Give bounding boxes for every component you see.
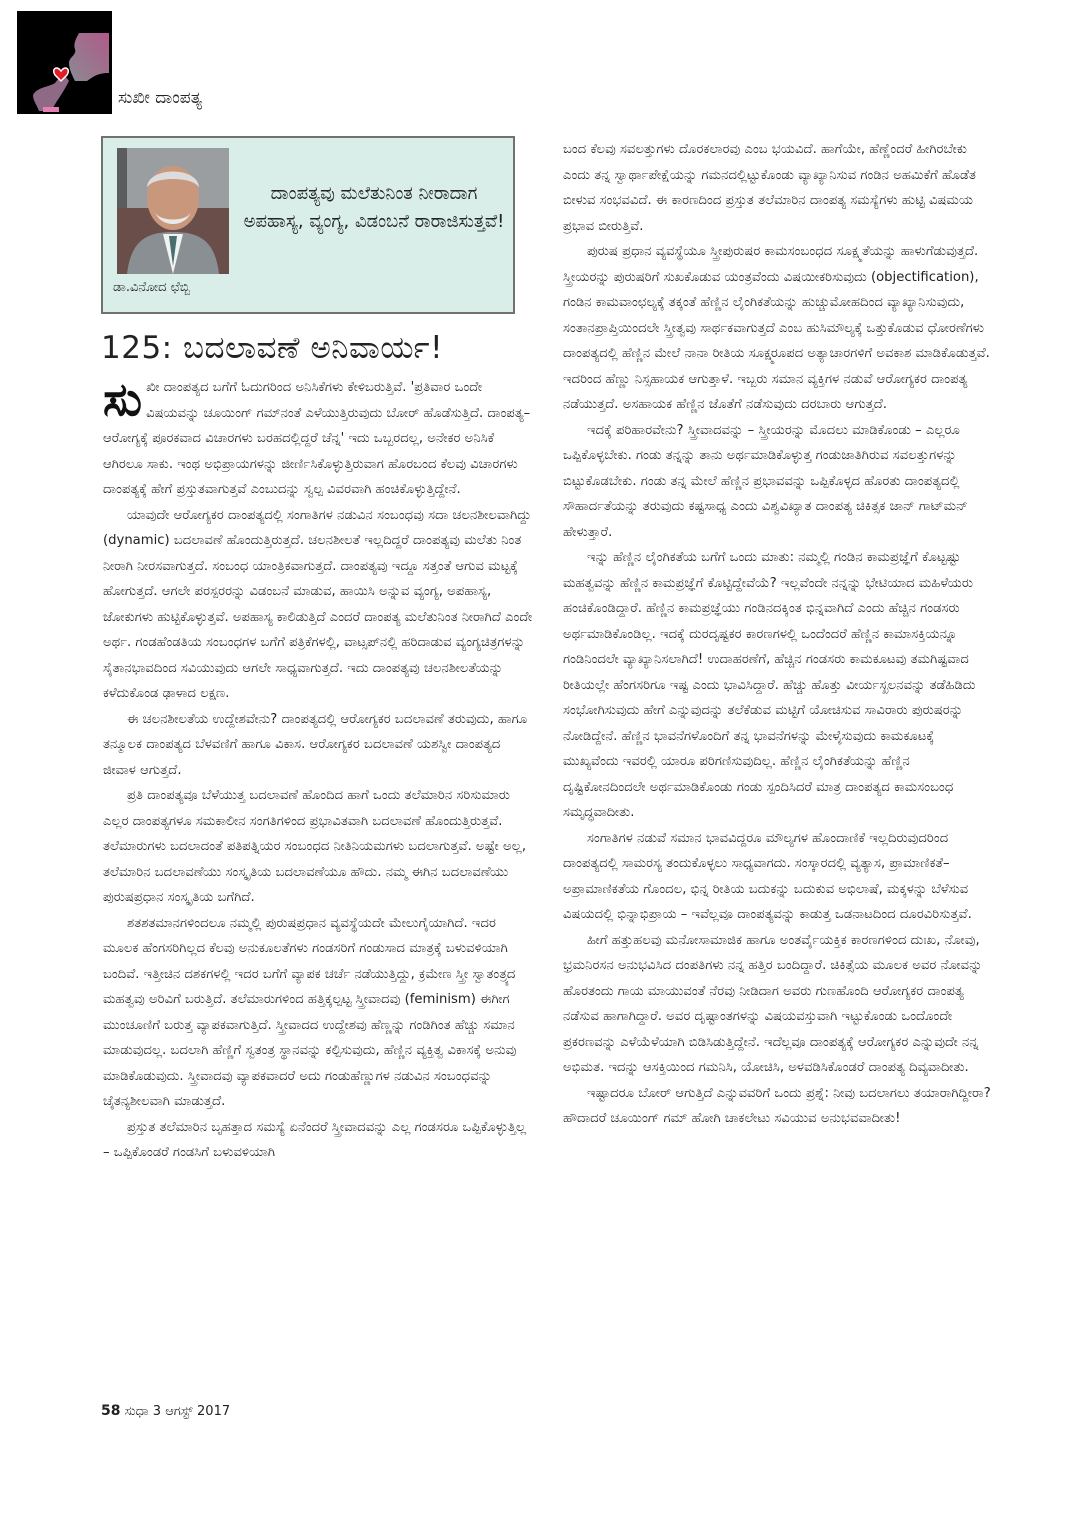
pull-quote-box <box>101 136 515 314</box>
issue-year: 2017 <box>197 1404 231 1419</box>
drop-cap: ಸು <box>103 372 143 426</box>
article-column-right <box>563 137 993 1132</box>
paragraph: ಪ್ರತಿ ದಾಂಪತ್ಯವೂ ಬೆಳೆಯುತ್ತ ಬದಲಾವಣೆ ಹೊಂದಿದ ಹಾಗೆ ಒಂದು ತಲೆಮಾರಿನ ಸರಿಸುಮಾರು ಎಲ್ಲರ ದಾಂಪತ್ಯಗಳೂ ಸಮಕಾಲೀನ ಸಂಗತಿಗಳಿಂದ ಪ್ರಭಾವಿತವಾಗಿ ಬದಲಾವಣೆ ಹೊಂದುತ್ತಿರುತ್ತವೆ. ತಲೆಮಾರುಗಳು ಬದಲಾದಂತೆ ಪತಿಪತ್ನಿಯರ ಸಂಬಂಧದ ನೀತಿನಿಯಮಗಳು ಬದಲಾಗುತ್ತವೆ. ಅಷ್ಟೇ ಅಲ್ಲ, ತಲೆಮಾರಿನ ಬದಲಾವಣೆಯು ಸಂಸ್ಕೃತಿಯ ಬದಲಾವಣೆಯೂ ಹೌದು. ನಮ್ಮ ಈಗಿನ ಬದಲಾವಣೆಯು ಪುರುಷಪ್ರಧಾನ ಸಂಸ್ಕೃತಿಯ ಬಗೆಗಿದೆ. <box>103 788 527 905</box>
paragraph: ಇಷ್ಟಾದರೂ ಬೋರ್ ಆಗುತ್ತಿದೆ ಎನ್ನುವವರಿಗೆ ಒಂದು ಪ್ರಶ್ನೆ: ನೀವು ಬದಲಾಗಲು ತಯಾರಾಗಿದ್ದೀರಾ? ಹೌದಾದರೆ ಚೂಯಿಂಗ್ ಗಮ್ ಹೋಗಿ ಚಾಕಲೇಟು ಸವಿಯುವ ಅನುಭವವಾದೀತು! <box>563 1085 991 1126</box>
paragraph: ಸಂಗಾತಿಗಳ ನಡುವೆ ಸಮಾನ ಭಾವವಿದ್ದರೂ ಮೌಲ್ಯಗಳ ಹೊಂದಾಣಿಕೆ ಇಲ್ಲದಿರುವುದರಿಂದ ದಾಂಪತ್ಯದಲ್ಲಿ ಸಾಮರಸ್ಯ ತಂದುಕೊಳ್ಳಲು ಸಾಧ್ಯವಾಗದು. ಸಂಸ್ಕಾರದಲ್ಲಿ ವ್ಯತ್ಯಾಸ, ಪ್ರಾಮಾಣಿಕತೆ–ಅಪ್ರಾಮಾಣಿಕತೆಯ ಗೊಂದಲ, ಭಿನ್ನ ರೀತಿಯ ಬದುಕನ್ನು ಬದುಕುವ ಅಭಿಲಾಷೆ, ಮಕ್ಕಳನ್ನು ಬೆಳೆಸುವ ವಿಷಯದಲ್ಲಿ ಭಿನ್ನಾಭಿಪ್ರಾಯ – ಇವೆಲ್ಲವೂ ದಾಂಪತ್ಯವನ್ನು ಕಾಡುತ್ತ ಒಡನಾಟದಿಂದ ದೂರವಿರಿಸುತ್ತವೆ. <box>563 830 972 922</box>
paragraph: ಈ ಚಲನಶೀಲತೆಯ ಉದ್ದೇಶವೇನು? ದಾಂಪತ್ಯದಲ್ಲಿ ಆರೋಗ್ಯಕರ ಬದಲಾವಣೆ ತರುವುದು, ಹಾಗೂ ತನ್ಮೂಲಕ ದಾಂಪತ್ಯದ ಬೆಳವಣಿಗೆ ಹಾಗೂ ವಿಕಾಸ. ಆರೋಗ್ಯಕರ ಬದಲಾವಣೆ ಯಶಸ್ವೀ ದಾಂಪತ್ಯದ ಜೀವಾಳ ಆಗುತ್ತದೆ. <box>103 711 528 778</box>
paragraph: ಯಾವುದೇ ಆರೋಗ್ಯಕರ ದಾಂಪತ್ಯದಲ್ಲಿ ಸಂಗಾತಿಗಳ ನಡುವಿನ ಸಂಬಂಧವು ಸದಾ ಚಲನಶೀಲವಾಗಿದ್ದು (dynamic) ಬದಲಾವಣೆ ಹೊಂದುತ್ತಿರುತ್ತದೆ. ಚಲನಶೀಲತೆ ಇಲ್ಲದಿದ್ದರೆ ದಾಂಪತ್ಯವು ಮಲೆತು ನಿಂತ ನೀರಾಗಿ ನೀರಸವಾಗುತ್ತದೆ. ಸಂಬಂಧ ಯಾಂತ್ರಿಕವಾಗುತ್ತದೆ. ದಾಂಪತ್ಯವು ಇದ್ದೂ ಸತ್ತಂತೆ ಆಗುವ ಮಟ್ಟಕ್ಕೆ ಹೋಗುತ್ತದೆ. ಆಗಲೇ ಪರಸ್ಪರರನ್ನು ವಿಡಂಬನೆ ಮಾಡುವ, ಹಾಯಿಸಿ ಅನ್ನುವ ವ್ಯಂಗ್ಯ, ಅಪಹಾಸ್ಯ, ಜೋಕುಗಳು ಹುಟ್ಟಿಕೊಳ್ಳುತ್ತವೆ. ಅಪಹಾಸ್ಯ ಕಾಲಿಡುತ್ತಿದೆ ಎಂದರೆ ದಾಂಪತ್ಯ ಮಲೆತುನಿಂತ ನೀರಾಗಿದೆ ಎಂದೇ ಅರ್ಥ. ಗಂಡಹೆಂಡತಿಯ ಸಂಬಂಧಗಳ ಬಗೆಗೆ ಪತ್ರಿಕೆಗಳಲ್ಲಿ, ವಾಟ್ಸಪ್‌ನಲ್ಲಿ ಹರಿದಾಡುವ ವ್ಯಂಗ್ಯಚಿತ್ರಗಳನ್ನು ಸೈತಾನಭಾವದಿಂದ ಸವಿಯುವುದು ಆಗಲೇ ಸಾಧ್ಯವಾಗುತ್ತದೆ. ಇದು ದಾಂಪತ್ಯವು ಚಲನಶೀಲತೆಯನ್ನು ಕಳೆದುಕೊಂಡ ಢಾಳಾದ ಲಕ್ಷಣ. <box>103 507 533 701</box>
paragraph: ಹೀಗೆ ಹತ್ತುಹಲವು ಮನೋಸಾಮಾಜಿಕ ಹಾಗೂ ಅಂತರ್ವೈಯಕ್ತಿಕ ಕಾರಣಗಳಿಂದ ದುಃಖ, ನೋವು, ಭ್ರಮನಿರಸನ ಅನುಭವಿಸಿದ ದಂಪತಿಗಳು ನನ್ನ ಹತ್ತಿರ ಬಂದಿದ್ದಾರೆ. ಚಿಕಿತ್ಸೆಯ ಮೂಲಕ ಅವರ ನೋವನ್ನು ಹೊರತಂದು ಗಾಯ ಮಾಯುವಂತೆ ನೆರವು ನೀಡಿದಾಗ ಅವರು ಗುಣಹೊಂದಿ ಆರೋಗ್ಯಕರ ದಾಂಪತ್ಯ ನಡೆಸುವ ಹಾಗಾಗಿದ್ದಾರೆ. ಅವರ ದೃಷ್ಟಾಂತಗಳನ್ನು ವಿಷಯವಸ್ತುವಾಗಿ ಇಟ್ಟುಕೊಂಡು ಒಂದೊಂದೇ ಪ್ರಕರಣವನ್ನು ಎಳೆಯೆಳೆಯಾಗಿ ಬಿಡಿಸಿಡುತ್ತಿದ್ದೇನೆ. ಇದೆಲ್ಲವೂ ದಾಂಪತ್ಯಕ್ಕೆ ಆರೋಗ್ಯಕರ ಎನ್ನುವುದೇ ನನ್ನ ಅಭಿಮತ. ಇದನ್ನು ಆಸಕ್ತಿಯಿಂದ ಗಮನಿಸಿ, ಯೋಚಿಸಿ, ಅಳವಡಿಸಿಕೊಂಡರೆ ದಾಂಪತ್ಯ ದಿವ್ಯವಾದೀತು. <box>563 932 983 1075</box>
page-number: 58 <box>101 1403 121 1419</box>
magazine-name: ಸುಧಾ <box>124 1404 149 1419</box>
couple-silhouette-heart-icon <box>17 11 112 114</box>
paragraph: ಸುಖೀ ದಾಂಪತ್ಯದ ಬಗೆಗೆ ಓದುಗರಿಂದ ಅನಿಸಿಕೆಗಳು ಕೇಳಿಬರುತ್ತಿವೆ. 'ಪ್ರತಿವಾರ ಒಂದೇ ವಿಷಯವನ್ನು ಚೂಯಿಂಗ್ ಗಮ್‌ನಂತೆ ಎಳೆಯುತ್ತಿರುವುದು ಬೋರ್ ಹೊಡೆಸುತ್ತಿದೆ. ದಾಂಪತ್ಯ–ಆರೋಗ್ಯಕ್ಕೆ ಪೂರಕವಾದ ವಿಚಾರಗಳು ಬರಹದಲ್ಲಿದ್ದರೆ ಚೆನ್ನ' ಇದು ಒಬ್ಬರದಲ್ಲ, ಅನೇಕರ ಅನಿಸಿಕೆ ಆಗಿರಲೂ ಸಾಕು. ಇಂಥ ಅಭಿಪ್ರಾಯಗಳನ್ನು ಜೀರ್ಣಿಸಿಕೊಳ್ಳುತ್ತಿರುವಾಗ ಹೊರಬಂದ ಕೆಲವು ವಿಚಾರಗಳು ದಾಂಪತ್ಯಕ್ಕೆ ಹೇಗೆ ಪ್ರಸ್ತುತವಾಗುತ್ತವೆ ಎಂಬುದನ್ನು ಸ್ವಲ್ಪ ವಿವರವಾಗಿ ಹಂಚಿಕೊಳ್ಳುತ್ತಿದ್ದೇನೆ. <box>103 372 531 497</box>
paragraph: ಶತಶತಮಾನಗಳಿಂದಲೂ ನಮ್ಮಲ್ಲಿ ಪುರುಷಪ್ರಧಾನ ವ್ಯವಸ್ಥೆಯದೇ ಮೇಲುಗೈಯಾಗಿದೆ. ಇದರ ಮೂಲಕ ಹೆಂಗಸರಿಗಿಲ್ಲದ ಕೆಲವು ಅನುಕೂಲತೆಗಳು ಗಂಡಸರಿಗೆ ಗಂಡುಸಾದ ಮಾತ್ರಕ್ಕೆ ಬಳುವಳಿಯಾಗಿ ಬಂದಿವೆ. ಇತ್ತೀಚಿನ ದಶಕಗಳಲ್ಲಿ ಇದರ ಬಗೆಗೆ ವ್ಯಾಪಕ ಚರ್ಚೆ ನಡೆಯುತ್ತಿದ್ದು, ಕ್ರಮೇಣ ಸ್ತ್ರೀ ಸ್ವಾತಂತ್ರ್ಯದ ಮಹತ್ವವು ಅರಿವಿಗೆ ಬರುತ್ತಿದೆ. ತಲೆಮಾರುಗಳಿಂದ ಹತ್ತಿಕ್ಕಲ್ಪಟ್ಟ ಸ್ತ್ರೀವಾದವು (feminism) ಈಗೀಗ ಮುಂಚೂಣಿಗೆ ಬರುತ್ತ ವ್ಯಾಪಕವಾಗುತ್ತಿದೆ. ಸ್ತ್ರೀವಾದದ ಉದ್ದೇಶವು ಹೆಣ್ಣನ್ನು ಗಂಡಿಗಿಂತ ಹೆಚ್ಚು ಸಮಾನ ಮಾಡುವುದಲ್ಲ. ಬದಲಾಗಿ ಹೆಣ್ಣಿಗೆ ಸ್ವತಂತ್ರ ಸ್ಥಾನವನ್ನು ಕಲ್ಪಿಸುವುದು, ಹೆಣ್ಣಿನ ವ್ಯಕ್ತಿತ್ವ ವಿಕಾಸಕ್ಕೆ ಅನುವು ಮಾಡಿಕೊಡುವುದು. ಸ್ತ್ರೀವಾದವು ವ್ಯಾಪಕವಾದರೆ ಅದು ಗಂಡುಹೆಣ್ಣುಗಳ ನಡುವಿನ ಸಂಬಂಧವನ್ನು ಚೈತನ್ಯಶೀಲವಾಗಿ ಮಾಡುತ್ತದೆ. <box>103 915 517 1109</box>
issue-day: 3 <box>152 1404 162 1419</box>
author-name: ಡಾ.ವಿನೋದ ಛೆಬ್ಬಿ <box>113 280 190 295</box>
paragraph: ಇನ್ನು ಹೆಣ್ಣಿನ ಲೈಂಗಿಕತೆಯ ಬಗೆಗೆ ಒಂದು ಮಾತು: ನಮ್ಮಲ್ಲಿ ಗಂಡಿನ ಕಾಮಪ್ರಜ್ಞೆಗೆ ಕೊಟ್ಟಷ್ಟು ಮಹತ್ವವನ್ನು ಹೆಣ್ಣಿನ ಕಾಮಪ್ರಜ್ಞೆಗೆ ಕೊಟ್ಟಿದ್ದೇವೆಯೆ? ಇಲ್ಲವೆಂದೇ ನನ್ನನ್ನು ಭೇಟಿಯಾದ ಮಹಿಳೆಯರು ಹಂಚಿಕೊಂಡಿದ್ದಾರೆ. ಹೆಣ್ಣಿನ ಕಾಮಪ್ರಜ್ಞೆಯು ಗಂಡಿನದಕ್ಕಿಂತ ಭಿನ್ನವಾಗಿದೆ ಎಂದು ಹೆಚ್ಚಿನ ಗಂಡಸರು ಅರ್ಥಮಾಡಿಕೊಂಡಿಲ್ಲ. ಇದಕ್ಕೆ ದುರದೃಷ್ಟಕರ ಕಾರಣಗಳಲ್ಲಿ ಒಂದೆಂದರೆ ಹೆಣ್ಣಿನ ಕಾಮಾಸಕ್ತಿಯನ್ನೂ ಗಂಡಿನಿಂದಲೇ ವ್ಯಾಖ್ಯಾನಿಸಲಾಗಿದೆ! ಉದಾಹರಣೆಗೆ, ಹೆಚ್ಚಿನ ಗಂಡಸರು ಕಾಮಕೂಟವು ತಮಗಿಷ್ಟವಾದ ರೀತಿಯಲ್ಲೇ ಹೆಂಗಸರಿಗೂ ಇಷ್ಟ ಎಂದು ಭಾವಿಸಿದ್ದಾರೆ. ಹೆಚ್ಚು ಹೊತ್ತು ವೀರ್ಯಸ್ಖಲನವನ್ನು ತಡೆಹಿಡಿದು ಸಂಭೋಗಿಸುವುದು ಹೇಗೆ ಎನ್ನುವುದನ್ನು ತಲೆಕೆಡುವ ಮಟ್ಟಿಗೆ ಯೋಚಿಸುವ ಸಾವಿರಾರು ಪುರುಷರನ್ನು ನೋಡಿದ್ದೇನೆ. ಹೆಣ್ಣಿನ ಭಾವನೆಗಳೊಂದಿಗೆ ತನ್ನ ಭಾವನೆಗಳನ್ನು ಮೇಳೈಸುವುದು ಕಾಮಕೂಟಕ್ಕೆ ಮುಖ್ಯವೆಂದು ಇವರಲ್ಲಿ ಯಾರೂ ಪರಿಗಣಿಸುವುದಿಲ್ಲ. ಹೆಣ್ಣಿನ ಲೈಂಗಿಕತೆಯನ್ನು ಹೆಣ್ಣಿನ ದೃಷ್ಟಿಕೋನದಿಂದಲೇ ಅರ್ಥಮಾಡಿಕೊಂಡು ಗಂಡು ಸ್ಪಂದಿಸಿದರೆ ಮಾತ್ರ ದಾಂಪತ್ಯದ ಕಾಮಸಂಬಂಧ ಸಮೃದ್ಧವಾದೀತು. <box>563 550 976 820</box>
pull-quote: ದಾಂಪತ್ಯವು ಮಲೆತುನಿಂತ ನೀರಾದಾಗ ಅಪಹಾಸ್ಯ, ವ್ಯಂಗ್ಯ, ವಿಡಂಬನೆ ರಾರಾಜಿಸುತ್ತವೆ! <box>243 183 505 232</box>
page-footer <box>101 1403 230 1419</box>
author-portrait <box>117 148 229 274</box>
section-label: ಸುಖೀ ದಾಂಪತ್ಯ <box>118 88 203 108</box>
article-headline: 125: ಬದಲಾವಣೆ ಅನಿವಾರ್ಯ! <box>101 330 444 366</box>
issue-month: ಆಗಸ್ಟ್ <box>165 1404 193 1419</box>
article-column-left <box>103 372 533 1166</box>
paragraph: ಇದಕ್ಕೆ ಪರಿಹಾರವೇನು? ಸ್ತ್ರೀವಾದವನ್ನು – ಸ್ತ್ರೀಯರನ್ನು ಮೊದಲು ಮಾಡಿಕೊಂಡು – ಎಲ್ಲರೂ ಒಪ್ಪಿಕೊಳ್ಳಬೇಕು. ಗಂಡು ತನ್ನನ್ನು ತಾನು ಅರ್ಥಮಾಡಿಕೊಳ್ಳುತ್ತ ಗಂಡುಜಾತಿಗಿರುವ ಸವಲತ್ತುಗಳನ್ನು ಬಿಟ್ಟುಕೊಡಬೇಕು. ಗಂಡು ತನ್ನ ಮೇಲೆ ಹೆಣ್ಣಿನ ಪ್ರಭಾವವನ್ನು ಒಪ್ಪಿಕೊಳ್ಳದ ಹೊರತು ದಾಂಪತ್ಯದಲ್ಲಿ ಸೌಹಾರ್ದತೆಯನ್ನು ತರುವುದು ಕಷ್ಟಸಾಧ್ಯ ಎಂದು ವಿಶ್ವವಿಖ್ಯಾತ ದಾಂಪತ್ಯ ಚಿಕಿತ್ಸಕ ಜಾನ್ ಗಾಟ್‌ಮನ್ ಹೇಳುತ್ತಾರೆ. <box>563 422 968 540</box>
paragraph: ಪುರುಷ ಪ್ರಧಾನ ವ್ಯವಸ್ಥೆಯೂ ಸ್ತ್ರೀಪುರುಷರ ಕಾಮಸಂಬಂಧದ ಸೂಕ್ಷ್ಮತೆಯನ್ನು ಹಾಳುಗೆಡುವುತ್ತದೆ. ಸ್ತ್ರೀಯರನ್ನು ಪುರುಷರಿಗೆ ಸುಖಕೊಡುವ ಯಂತ್ರವೆಂದು ವಿಷಯೀಕರಿಸುವುದು (objectification), ಗಂಡಿನ ಕಾಮವಾಂಛಲ್ಯಕ್ಕೆ ತಕ್ಕಂತೆ ಹೆಣ್ಣಿನ ಲೈಂಗಿಕತೆಯನ್ನು ಹುಚ್ಚುಮೋಹದಿಂದ ವ್ಯಾಖ್ಯಾನಿಸುವುದು, ಸಂತಾನಪ್ರಾಪ್ತಿಯಿಂದಲೇ ಸ್ತ್ರೀತ್ವವು ಸಾರ್ಥಕವಾಗುತ್ತದೆ ಎಂಬ ಹುಸಿಮೌಲ್ಯಕ್ಕೆ ಒತ್ತುಕೊಡುವ ಧೋರಣೆಗಳು ದಾಂಪತ್ಯದಲ್ಲಿ ಹೆಣ್ಣಿನ ಮೇಲೆ ನಾನಾ ರೀತಿಯ ಸೂಕ್ಷ್ಮರೂಪದ ಅತ್ಯಾಚಾರಗಳಿಗೆ ಅವಕಾಶ ಮಾಡಿಕೊಡುತ್ತವೆ. ಇದರಿಂದ ಹೆಣ್ಣು ನಿಸ್ಸಹಾಯಕ ಆಗುತ್ತಾಳೆ. ಇಬ್ಬರು ಸಮಾನ ವ್ಯಕ್ತಿಗಳ ನಡುವೆ ಆರೋಗ್ಯಕರ ದಾಂಪತ್ಯ ನಡೆಯುತ್ತದೆ. ಅಸಹಾಯಕ ಹೆಣ್ಣಿನ ಜೊತೆಗೆ ನಡೆಸುವುದು ದರಬಾರು ಆಗುತ್ತದೆ. <box>563 244 990 412</box>
paragraph: ಬಂದ ಕೆಲವು ಸವಲತ್ತುಗಳು ದೊರಕಲಾರವು ಎಂಬ ಭಯವಿದೆ. ಹಾಗೆಯೇ, ಹೆಣ್ಣೆಂದರೆ ಹೀಗಿರಬೇಕು ಎಂದು ತನ್ನ ಸ್ವಾರ್ಥಾಪೇಕ್ಷೆಯನ್ನು ಗಮನದಲ್ಲಿಟ್ಟುಕೊಂಡು ವ್ಯಾಖ್ಯಾನಿಸುವ ಗಂಡಿನ ಅಹಮಿಕೆಗೆ ಹೊಡೆತ ಬೀಳುವ ಸಂಭವವಿದೆ. ಈ ಕಾರಣದಿಂದ ಪ್ರಸ್ತುತ ತಲೆಮಾರಿನ ದಾಂಪತ್ಯ ಸಮಸ್ಯೆಗಳು ಹುಟ್ಟಿ ವಿಷಮಯ ಪ್ರಭಾವ ಬೀರುತ್ತಿವೆ. <box>563 142 976 234</box>
paragraph: ಪ್ರಸ್ತುತ ತಲೆಮಾರಿನ ಬೃಹತ್ತಾದ ಸಮಸ್ಯೆ ಏನೆಂದರೆ ಸ್ತ್ರೀವಾದವನ್ನು ಎಲ್ಲ ಗಂಡಸರೂ ಒಪ್ಪಿಕೊಳ್ಳುತ್ತಿಲ್ಲ – ಒಪ್ಪಿಕೊಂಡರೆ ಗಂಡಸಿಗೆ ಬಳುವಳಿಯಾಗಿ <box>103 1119 527 1160</box>
